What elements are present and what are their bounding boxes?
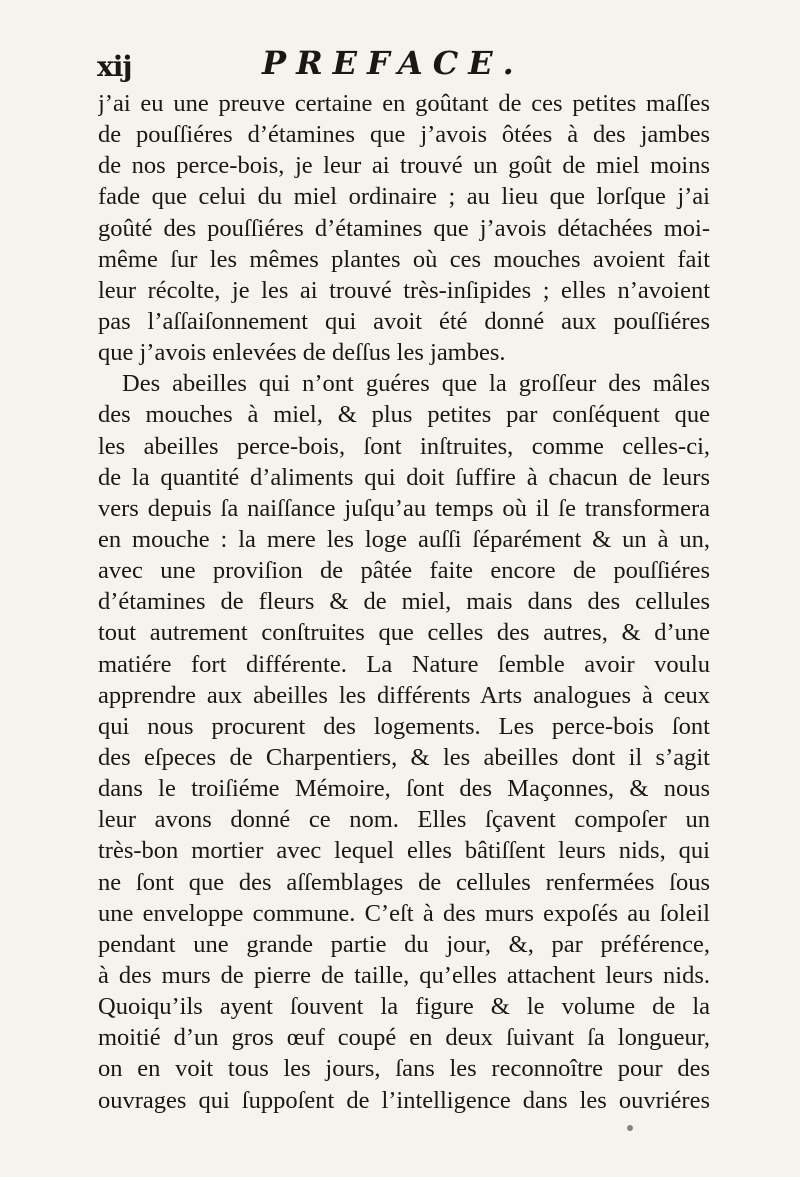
page-header [0,38,800,88]
text-line: qui nous procurent des logements. Les perce-bois ſont [98,712,710,740]
text-line: fade que celui du miel ordinaire ; au lieu que lorſque j’ai [98,183,710,211]
text-line: apprendre aux abeilles les différents Arts analogues à ceux [98,681,710,709]
text-line: tout autrement conſtruites que celles des autres, & d’une [98,619,710,647]
text-line: j’ai eu une preuve certaine en goûtant de ces petites maſſes [98,90,710,117]
text-line: on en voit tous les jours, ſans les reconnoître pour des [98,1055,710,1083]
text-line: pas l’aſſaiſonnement qui avoit été donné aux pouſſiéres [98,307,710,335]
page-number: xij [97,50,132,83]
text-line: de nos perce-bois, je leur ai trouvé un goût de miel moins [98,152,710,180]
text-line: leur avons donné ce nom. Elles ſçavent compoſer un [98,806,710,834]
text-line: leur récolte, je les ai trouvé très-inſipides ; elles n’avoient [98,276,710,304]
text-line: en mouche : la mere les loge auſſi ſéparément & un à un, [98,525,710,553]
text-line: une enveloppe commune. C’eſt à des murs expoſés au ſoleil [98,899,710,927]
text-line: avec une proviſion de pâtée faite encore de pouſſiéres [98,557,710,585]
text-line: ne ſont que des aſſemblages de cellules renfermées ſous [98,868,710,896]
text-line: Quoiqu’ils ayent ſouvent la figure & le volume de la [98,993,710,1021]
ink-speck-mark [627,1125,633,1131]
text-line: d’étamines de fleurs & de miel, mais dans des cellules [98,588,710,616]
text-line: des eſpeces de Charpentiers, & les abeilles dont il s’agit [98,743,710,771]
text-line: des mouches à miel, & plus petites par conſéquent que [98,401,710,429]
text-line: matiére fort différente. La Nature ſemble avoir voulu [98,650,710,678]
body-text [98,88,710,1116]
text-line: dans le troiſiéme Mémoire, ſont des Maçonnes, & nous [98,775,710,803]
text-line: pendant une grande partie du jour, &, par préférence, [98,930,710,958]
text-line: même ſur les mêmes plantes où ces mouches avoient fait [98,245,710,273]
text-line: à des murs de pierre de taille, qu’elles attachent leurs nids. [98,961,710,989]
text-line-paragraph-start: Des abeilles qui n’ont guéres que la groſſeur des mâles [122,370,710,398]
text-line: de la quantité d’aliments qui doit ſuffire à chacun de leurs [98,463,710,491]
running-title: PREFACE. [262,44,524,82]
text-line: les abeilles perce-bois, ſont inſtruites, comme celles-ci, [98,432,710,460]
text-line: très-bon mortier avec lequel elles bâtiſſent leurs nids, qui [98,837,710,865]
text-line: de pouſſiéres d’étamines que j’avois ôtées à des jambes [98,121,710,149]
text-line: moitié d’un gros œuf coupé en deux ſuivant ſa longueur, [98,1024,710,1052]
text-line: vers depuis ſa naiſſance juſqu’au temps où il ſe transformera [98,494,710,522]
text-line-paragraph-end: que j’avois enlevées de deſſus les jambes. [98,339,506,367]
text-line: ouvrages qui ſuppoſent de l’intelligence dans les ouvriéres [98,1086,710,1114]
text-line: goûté des pouſſiéres d’étamines que j’avois détachées moi- [98,214,710,242]
